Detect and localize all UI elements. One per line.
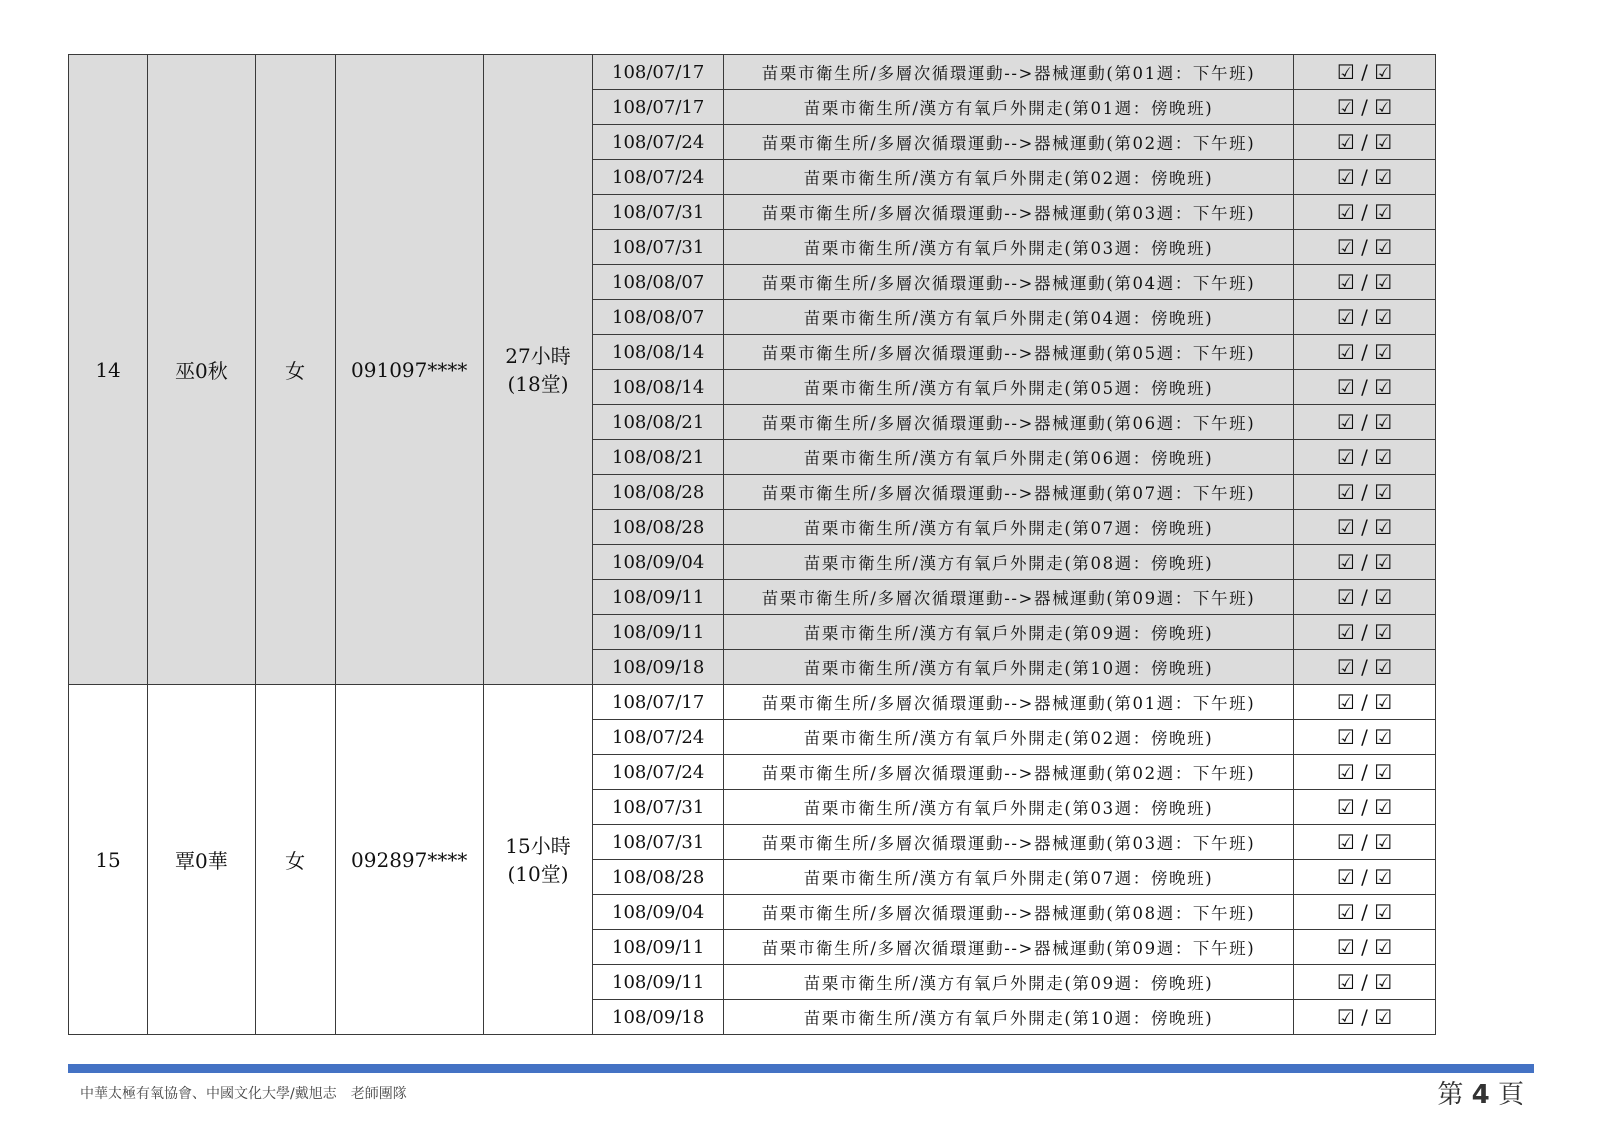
record-course: 苗栗市衛生所/漢方有氧戶外開走(第08週：傍晚班) bbox=[724, 545, 1294, 580]
record-checkmarks: ☑ / ☑ bbox=[1293, 195, 1435, 230]
table-row bbox=[69, 55, 1436, 90]
record-course: 苗栗市衛生所/漢方有氧戶外開走(第04週：傍晚班) bbox=[724, 300, 1294, 335]
record-checkmarks: ☑ / ☑ bbox=[1293, 510, 1435, 545]
record-date: 108/07/17 bbox=[593, 90, 724, 125]
record-date: 108/09/11 bbox=[593, 930, 724, 965]
record-checkmarks: ☑ / ☑ bbox=[1293, 265, 1435, 300]
member-name: 覃0華 bbox=[148, 685, 255, 1035]
page-indicator bbox=[1437, 1074, 1524, 1111]
record-checkmarks: ☑ / ☑ bbox=[1293, 335, 1435, 370]
record-date: 108/08/07 bbox=[593, 300, 724, 335]
record-course: 苗栗市衛生所/漢方有氧戶外開走(第02週：傍晚班) bbox=[724, 160, 1294, 195]
record-course: 苗栗市衛生所/多層次循環運動-->器械運動(第01週：下午班) bbox=[724, 55, 1294, 90]
attendance-table-body bbox=[69, 55, 1436, 1035]
record-date: 108/09/11 bbox=[593, 615, 724, 650]
record-date: 108/09/18 bbox=[593, 1000, 724, 1035]
record-date: 108/07/24 bbox=[593, 720, 724, 755]
hours-total: 15小時 bbox=[505, 833, 571, 858]
record-date: 108/07/17 bbox=[593, 685, 724, 720]
record-date: 108/08/28 bbox=[593, 475, 724, 510]
record-checkmarks: ☑ / ☑ bbox=[1293, 755, 1435, 790]
member-id: 092897**** bbox=[335, 685, 483, 1035]
record-course: 苗栗市衛生所/漢方有氧戶外開走(第10週：傍晚班) bbox=[724, 1000, 1294, 1035]
record-course: 苗栗市衛生所/多層次循環運動-->器械運動(第09週：下午班) bbox=[724, 930, 1294, 965]
record-checkmarks: ☑ / ☑ bbox=[1293, 90, 1435, 125]
record-checkmarks: ☑ / ☑ bbox=[1293, 615, 1435, 650]
session-count: (18堂) bbox=[507, 371, 569, 396]
member-gender: 女 bbox=[255, 55, 335, 685]
record-course: 苗栗市衛生所/多層次循環運動-->器械運動(第06週：下午班) bbox=[724, 405, 1294, 440]
record-checkmarks: ☑ / ☑ bbox=[1293, 545, 1435, 580]
record-date: 108/08/21 bbox=[593, 405, 724, 440]
record-date: 108/07/31 bbox=[593, 825, 724, 860]
record-checkmarks: ☑ / ☑ bbox=[1293, 1000, 1435, 1035]
record-checkmarks: ☑ / ☑ bbox=[1293, 300, 1435, 335]
record-course: 苗栗市衛生所/多層次循環運動-->器械運動(第03週：下午班) bbox=[724, 195, 1294, 230]
record-checkmarks: ☑ / ☑ bbox=[1293, 125, 1435, 160]
record-course: 苗栗市衛生所/漢方有氧戶外開走(第10週：傍晚班) bbox=[724, 650, 1294, 685]
record-date: 108/07/31 bbox=[593, 230, 724, 265]
record-course: 苗栗市衛生所/漢方有氧戶外開走(第01週：傍晚班) bbox=[724, 90, 1294, 125]
member-hours bbox=[483, 685, 593, 1035]
attendance-table bbox=[68, 54, 1436, 1035]
record-course: 苗栗市衛生所/多層次循環運動-->器械運動(第05週：下午班) bbox=[724, 335, 1294, 370]
record-date: 108/07/31 bbox=[593, 790, 724, 825]
record-course: 苗栗市衛生所/漢方有氧戶外開走(第02週：傍晚班) bbox=[724, 720, 1294, 755]
session-count: (10堂) bbox=[507, 861, 569, 886]
record-checkmarks: ☑ / ☑ bbox=[1293, 825, 1435, 860]
record-date: 108/07/24 bbox=[593, 755, 724, 790]
member-name: 巫0秋 bbox=[148, 55, 255, 685]
table-row bbox=[69, 685, 1436, 720]
record-course: 苗栗市衛生所/多層次循環運動-->器械運動(第04週：下午班) bbox=[724, 265, 1294, 300]
record-date: 108/09/04 bbox=[593, 545, 724, 580]
record-course: 苗栗市衛生所/多層次循環運動-->器械運動(第02週：下午班) bbox=[724, 755, 1294, 790]
record-checkmarks: ☑ / ☑ bbox=[1293, 860, 1435, 895]
member-number: 14 bbox=[69, 55, 148, 685]
footer-organization: 中華太極有氧協會、中國文化大學/戴旭志 老師團隊 bbox=[80, 1086, 407, 1102]
record-checkmarks: ☑ / ☑ bbox=[1293, 930, 1435, 965]
record-course: 苗栗市衛生所/多層次循環運動-->器械運動(第03週：下午班) bbox=[724, 825, 1294, 860]
record-date: 108/08/28 bbox=[593, 510, 724, 545]
record-course: 苗栗市衛生所/多層次循環運動-->器械運動(第01週：下午班) bbox=[724, 685, 1294, 720]
record-course: 苗栗市衛生所/漢方有氧戶外開走(第06週：傍晚班) bbox=[724, 440, 1294, 475]
record-course: 苗栗市衛生所/多層次循環運動-->器械運動(第07週：下午班) bbox=[724, 475, 1294, 510]
record-course: 苗栗市衛生所/漢方有氧戶外開走(第07週：傍晚班) bbox=[724, 510, 1294, 545]
member-gender: 女 bbox=[255, 685, 335, 1035]
record-date: 108/08/21 bbox=[593, 440, 724, 475]
hours-total: 27小時 bbox=[505, 343, 571, 368]
member-id: 091097**** bbox=[335, 55, 483, 685]
record-date: 108/07/24 bbox=[593, 125, 724, 160]
record-checkmarks: ☑ / ☑ bbox=[1293, 405, 1435, 440]
record-course: 苗栗市衛生所/多層次循環運動-->器械運動(第09週：下午班) bbox=[724, 580, 1294, 615]
record-course: 苗栗市衛生所/多層次循環運動-->器械運動(第08週：下午班) bbox=[724, 895, 1294, 930]
record-date: 108/07/24 bbox=[593, 160, 724, 195]
record-checkmarks: ☑ / ☑ bbox=[1293, 965, 1435, 1000]
member-number: 15 bbox=[69, 685, 148, 1035]
record-date: 108/08/07 bbox=[593, 265, 724, 300]
record-date: 108/09/11 bbox=[593, 580, 724, 615]
record-course: 苗栗市衛生所/漢方有氧戶外開走(第07週：傍晚班) bbox=[724, 860, 1294, 895]
record-date: 108/09/11 bbox=[593, 965, 724, 1000]
record-checkmarks: ☑ / ☑ bbox=[1293, 475, 1435, 510]
record-date: 108/09/04 bbox=[593, 895, 724, 930]
record-checkmarks: ☑ / ☑ bbox=[1293, 160, 1435, 195]
footer-divider-bar bbox=[68, 1064, 1534, 1073]
record-course: 苗栗市衛生所/漢方有氧戶外開走(第09週：傍晚班) bbox=[724, 615, 1294, 650]
record-checkmarks: ☑ / ☑ bbox=[1293, 790, 1435, 825]
page-suffix: 頁 bbox=[1497, 1080, 1524, 1110]
member-hours bbox=[483, 55, 593, 685]
record-course: 苗栗市衛生所/漢方有氧戶外開走(第09週：傍晚班) bbox=[724, 965, 1294, 1000]
record-checkmarks: ☑ / ☑ bbox=[1293, 895, 1435, 930]
record-date: 108/07/17 bbox=[593, 55, 724, 90]
record-checkmarks: ☑ / ☑ bbox=[1293, 685, 1435, 720]
record-checkmarks: ☑ / ☑ bbox=[1293, 720, 1435, 755]
record-date: 108/08/28 bbox=[593, 860, 724, 895]
record-course: 苗栗市衛生所/多層次循環運動-->器械運動(第02週：下午班) bbox=[724, 125, 1294, 160]
record-date: 108/07/31 bbox=[593, 195, 724, 230]
record-date: 108/08/14 bbox=[593, 370, 724, 405]
page-prefix: 第 bbox=[1437, 1080, 1464, 1110]
record-checkmarks: ☑ / ☑ bbox=[1293, 55, 1435, 90]
record-checkmarks: ☑ / ☑ bbox=[1293, 650, 1435, 685]
record-checkmarks: ☑ / ☑ bbox=[1293, 440, 1435, 475]
page-number: 4 bbox=[1471, 1080, 1490, 1110]
record-checkmarks: ☑ / ☑ bbox=[1293, 370, 1435, 405]
record-checkmarks: ☑ / ☑ bbox=[1293, 230, 1435, 265]
record-checkmarks: ☑ / ☑ bbox=[1293, 580, 1435, 615]
record-date: 108/09/18 bbox=[593, 650, 724, 685]
record-course: 苗栗市衛生所/漢方有氧戶外開走(第03週：傍晚班) bbox=[724, 230, 1294, 265]
record-course: 苗栗市衛生所/漢方有氧戶外開走(第03週：傍晚班) bbox=[724, 790, 1294, 825]
record-date: 108/08/14 bbox=[593, 335, 724, 370]
record-course: 苗栗市衛生所/漢方有氧戶外開走(第05週：傍晚班) bbox=[724, 370, 1294, 405]
